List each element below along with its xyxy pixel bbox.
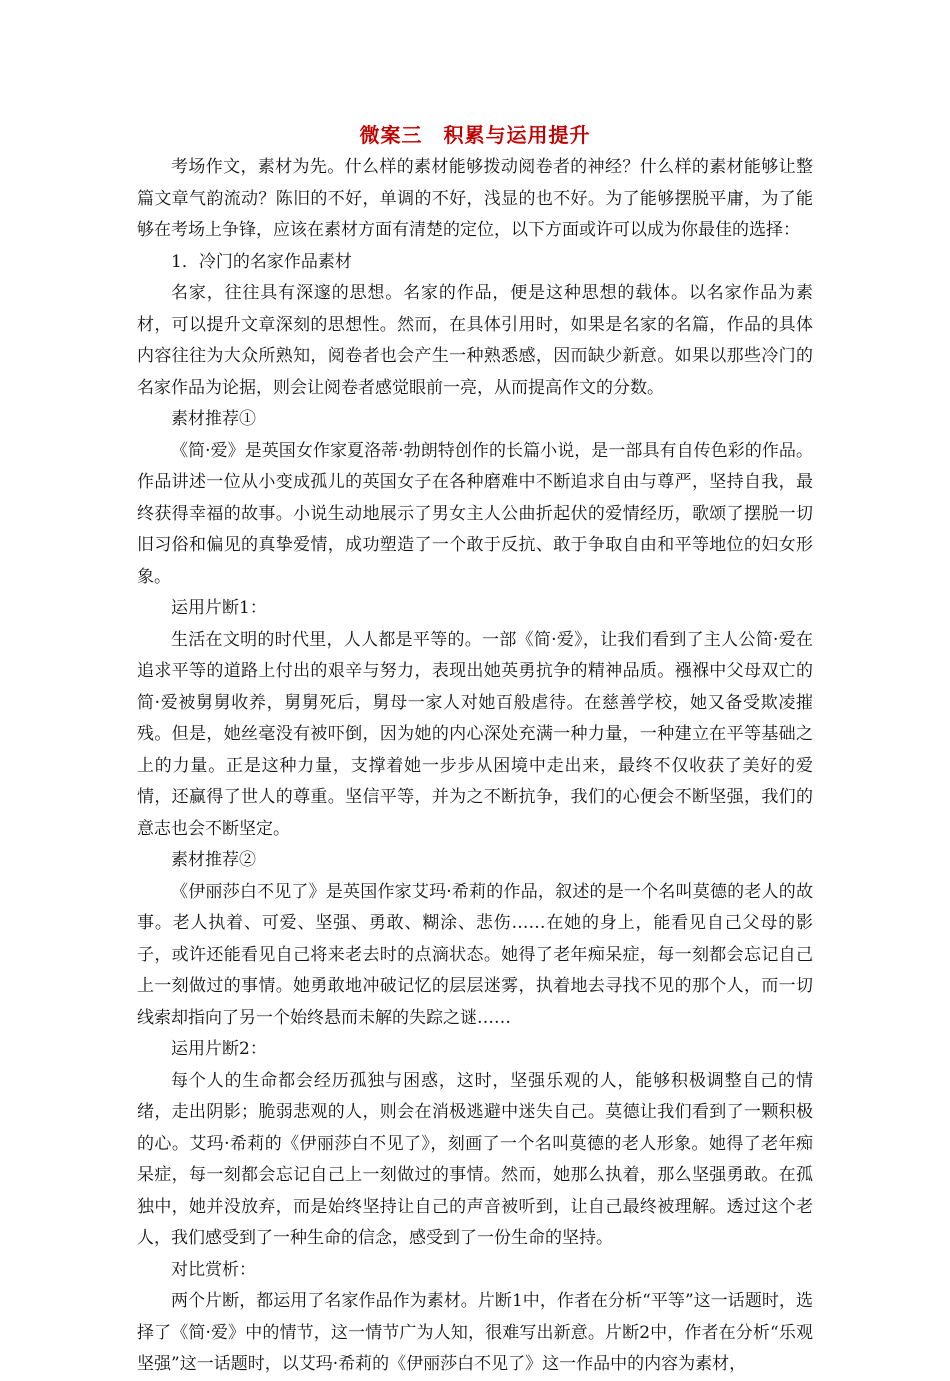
usage-label: 运用片断2：: [171, 1039, 267, 1059]
material-label: 素材推荐①: [171, 409, 256, 429]
section-heading: 1．冷门的名家作品素材: [171, 251, 352, 272]
usage-paragraph: 每个人的生命都会经历孤独与困惑，这时，坚强乐观的人，能够积极调整自己的情绪，走出阴影；脆弱悲观的人，则会在消极逃避中迷失自己。莫德让我们看到了一颗积极的心。艾玛·希莉的《伊丽莎白不见了》，刻画了一个名叫莫德的老人形象。她得了老年痴呆症，每一刻都会忘记自己上一刻做过的事情。然而，她那么执着，那么坚强勇敢。在孤独中，她并没放弃，而是始终坚持让自己的声音被听到，让自己最终被理解。透过这个老人，我们感受到了一种生命的信念，感受到了一份生命的坚持。: [137, 1070, 813, 1248]
section-paragraph: 名家，往往具有深邃的思想。名家的作品，便是这种思想的载体。以名家作品为素材，可以提升文章深刻的思想性。然而，在具体引用时，如果是名家的名篇，作品的具体内容往往为大众所熟知，阅卷者也会产生一种熟悉感，因而缺少新意。如果以那些冷门的名家作品为论据，则会让阅卷者感觉眼前一亮，从而提高作文的分数。: [137, 283, 813, 398]
document-page: [137, 120, 813, 1381]
material-paragraph: 《简·爱》是英国女作家夏洛蒂·勃朗特创作的长篇小说，是一部具有自传色彩的作品。作品讲述一位从小变成孤儿的英国女子在各种磨难中不断追求自由与尊严，坚持自我，最终获得幸福的故事。小说生动地展示了男女主人公曲折起伏的爱情经历，歌颂了摆脱一切旧习俗和偏见的真挚爱情，成功塑造了一个敢于反抗、敢于争取自由和平等地位的妇女形象。: [137, 440, 813, 587]
analysis-paragraph: 两个片断，都运用了名家作品作为素材。片断1中，作者在分析“平等”这一话题时，选择了《简·爱》中的情节，这一情节广为人知，很难写出新意。片断2中，作者在分析“乐观坚强”这一话题时，以艾玛·希莉的《伊丽莎白不见了》这一作品中的内容为素材，: [137, 1291, 813, 1374]
intro-paragraph: 考场作文，素材为先。什么样的素材能够拨动阅卷者的神经？什么样的素材能够让整篇文章气韵流动？陈旧的不好，单调的不好，浅显的也不好。为了能够摆脱平庸，为了能够在考场上争锋，应该在素材方面有清楚的定位，以下方面或许可以成为你最佳的选择：: [137, 157, 813, 240]
analysis-label: 对比赏析：: [171, 1259, 256, 1280]
usage-label: 运用片断1：: [171, 598, 267, 618]
material-label: 素材推荐②: [171, 850, 256, 870]
material-paragraph: 《伊丽莎白不见了》是英国作家艾玛·希莉的作品，叙述的是一个名叫莫德的老人的故事。老人执着、可爱、坚强、勇敢、糊涂、悲伤……在她的身上，能看见自己父母的影子，或许还能看见自己将来老去时的点滴状态。她得了老年痴呆症，每一刻都会忘记自己上一刻做过的事情。她勇敢地冲破记忆的层层迷雾，执着地去寻找不见的那个人，而一切线索却指向了另一个始终悬而未解的失踪之谜……: [137, 881, 813, 1028]
document-title: 微案三 积累与运用提升: [359, 123, 591, 147]
usage-paragraph: 生活在文明的时代里，人人都是平等的。一部《简·爱》，让我们看到了主人公简·爱在追求平等的道路上付出的艰辛与努力，表现出她英勇抗争的精神品质。襁褓中父母双亡的简·爱被舅舅收养，舅舅死后，舅母一家人对她百般虐待。在慈善学校，她又备受欺凌摧残。但是，她丝毫没有被吓倒，因为她的内心深处充满一种力量，一种建立在平等基础之上的力量。正是这种力量，支撑着她一步步从困境中走出来，最终不仅收获了美好的爱情，还赢得了世人的尊重。坚信平等，并为之不断抗争，我们的心便会不断坚强，我们的意志也会不断坚定。: [137, 629, 813, 839]
